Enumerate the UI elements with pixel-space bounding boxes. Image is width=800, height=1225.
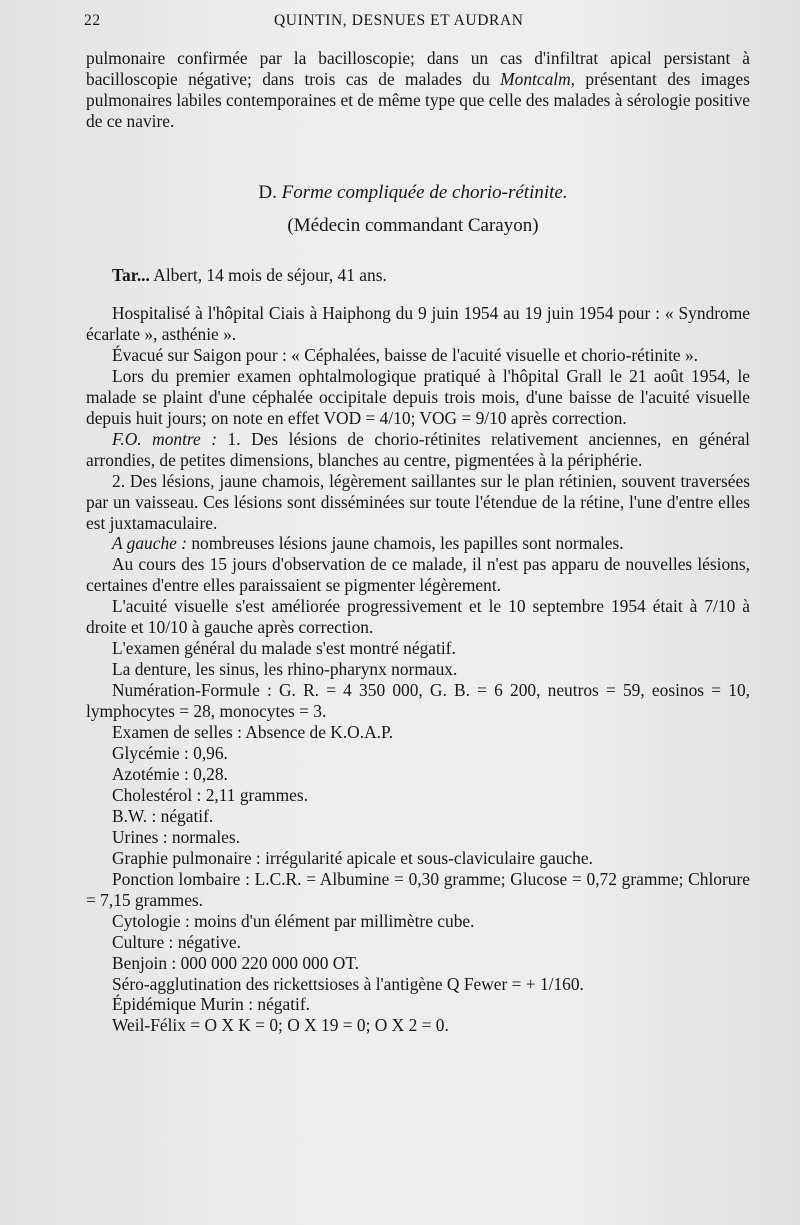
lab-result-lumbar-puncture: Ponction lombaire : L.C.R. = Albumine = 0,30 gramme; Glucose = 0,72 gramme; Chlorure = 7,15 grammes. <box>86 868 750 910</box>
intro-text-end: présentant des images pulmonaires labiles contemporaines et de même type que celle des malades à sérologie positive de ce navire. <box>86 69 751 131</box>
lab-result-urine: Urines : normales. <box>112 826 240 847</box>
running-head: QUINTIN, DESNUES ET AUDRAN <box>274 12 524 29</box>
paragraph-lesions-2: 2. Des lésions, jaune chamois, légèrement saillantes sur le plan rétinien, souvent traversées par un vaisseau. Ces lésions sont disséminées sur toute l'étendue de la rétine, l'une d'entre elles est juxtamaculaire. <box>86 470 750 533</box>
lab-result-cytology: Cytologie : moins d'un élément par millimètre cube. <box>112 910 475 931</box>
paragraph-observation: Au cours des 15 jours d'observation de ce malade, il n'est pas apparu de nouvelles lésions, certaines d'entre elles paraissaient se pigmenter légèrement. <box>86 554 750 596</box>
patient-details: Albert, 14 mois de séjour, 41 ans. <box>149 265 387 285</box>
section-title-line <box>76 176 750 209</box>
case-header <box>112 265 750 286</box>
fundus-text: 1. Des lésions de chorio-rétinites relativement anciennes, en général arrondies, de petites dimensions, blanches au centre, pigmentées à la périphérie. <box>86 428 750 470</box>
fundus-label: F.O. montre : <box>112 428 218 449</box>
intro-paragraph <box>86 48 750 132</box>
paragraph-first-exam: Lors du premier examen ophtalmologique pratiqué à l'hôpital Grall le 21 août 1954, le malade se plaint d'une céphalée occipitale depuis trois mois, d'une baisse de l'acuité visuelle depuis huit jours; on note en effet VOD = 4/10; VOG = 9/10 après correction. <box>86 365 750 428</box>
left-eye-text: nombreuses lésions jaune chamois, les papilles sont normales. <box>187 533 624 554</box>
lab-results-list <box>86 680 750 1036</box>
section-subtitle: (Médecin commandant Carayon) <box>287 215 539 236</box>
section-letter: D. <box>258 182 277 203</box>
page-header <box>86 12 750 48</box>
patient-name: Tar... <box>112 265 150 285</box>
paragraph-left-eye <box>86 533 750 554</box>
lab-result-glycemia: Glycémie : 0,96. <box>112 743 228 764</box>
lab-result-agglutination: Séro-agglutination des rickettsioses à l'antigène Q Fewer = + 1/160. <box>112 973 584 994</box>
paragraph-evacuation: Évacué sur Saigon pour : « Céphalées, baisse de l'acuité visuelle et chorio-rétinite ». <box>112 344 699 365</box>
lab-result-stool: Examen de selles : Absence de K.O.A.P. <box>112 722 394 743</box>
paragraph-fundus <box>86 429 750 471</box>
paragraph-ent: La denture, les sinus, les rhino-pharynx normaux. <box>112 659 458 680</box>
lab-result-chest-xray: Graphie pulmonaire : irrégularité apicale et sous-claviculaire gauche. <box>112 847 593 868</box>
lab-result-blood-count: Numération-Formule : G. R. = 4 350 000, G. B. = 6 200, neutros = 59, eosinos = 10, lymphocytes = 28, monocytes = 3. <box>86 680 750 722</box>
intro-text-start: pulmonaire confirmée par la bacilloscopie; dans un cas d'infiltrat apical persistant à bacilloscopie négative; dans trois cas de malades du <box>86 48 750 89</box>
lab-result-benzoin: Benjoin : 000 000 220 000 000 OT. <box>112 952 360 973</box>
lab-result-culture: Culture : négative. <box>112 931 241 952</box>
left-eye-label: A gauche : <box>112 533 188 554</box>
paragraph-general-exam: L'examen général du malade s'est montré négatif. <box>112 638 456 659</box>
paragraph-hospitalisation: Hospitalisé à l'hôpital Ciais à Haiphong du 9 juin 1954 au 19 juin 1954 pour : « Syndrome écarlate », asthénie ». <box>86 303 750 344</box>
lab-result-weil-felix: Weil-Félix = O X K = 0; O X 19 = 0; O X 2 = 0. <box>112 1015 449 1036</box>
lab-result-bw: B.W. : négatif. <box>112 805 214 826</box>
lab-result-cholesterol: Cholestérol : 2,11 grammes. <box>112 784 308 805</box>
lab-result-azotemia: Azotémie : 0,28. <box>112 763 228 784</box>
section-title: Forme compliquée de chorio-rétinite. <box>281 182 568 203</box>
intro-ship-name: Montcalm, <box>500 69 576 89</box>
section-heading <box>76 176 750 242</box>
lab-result-murine: Épidémique Murin : négatif. <box>112 994 311 1015</box>
paragraph-visual-acuity: L'acuité visuelle s'est améliorée progressivement et le 10 septembre 1954 était à 7/10 à droite et 10/10 à gauche après correction. <box>86 596 750 638</box>
page-number: 22 <box>84 12 101 29</box>
